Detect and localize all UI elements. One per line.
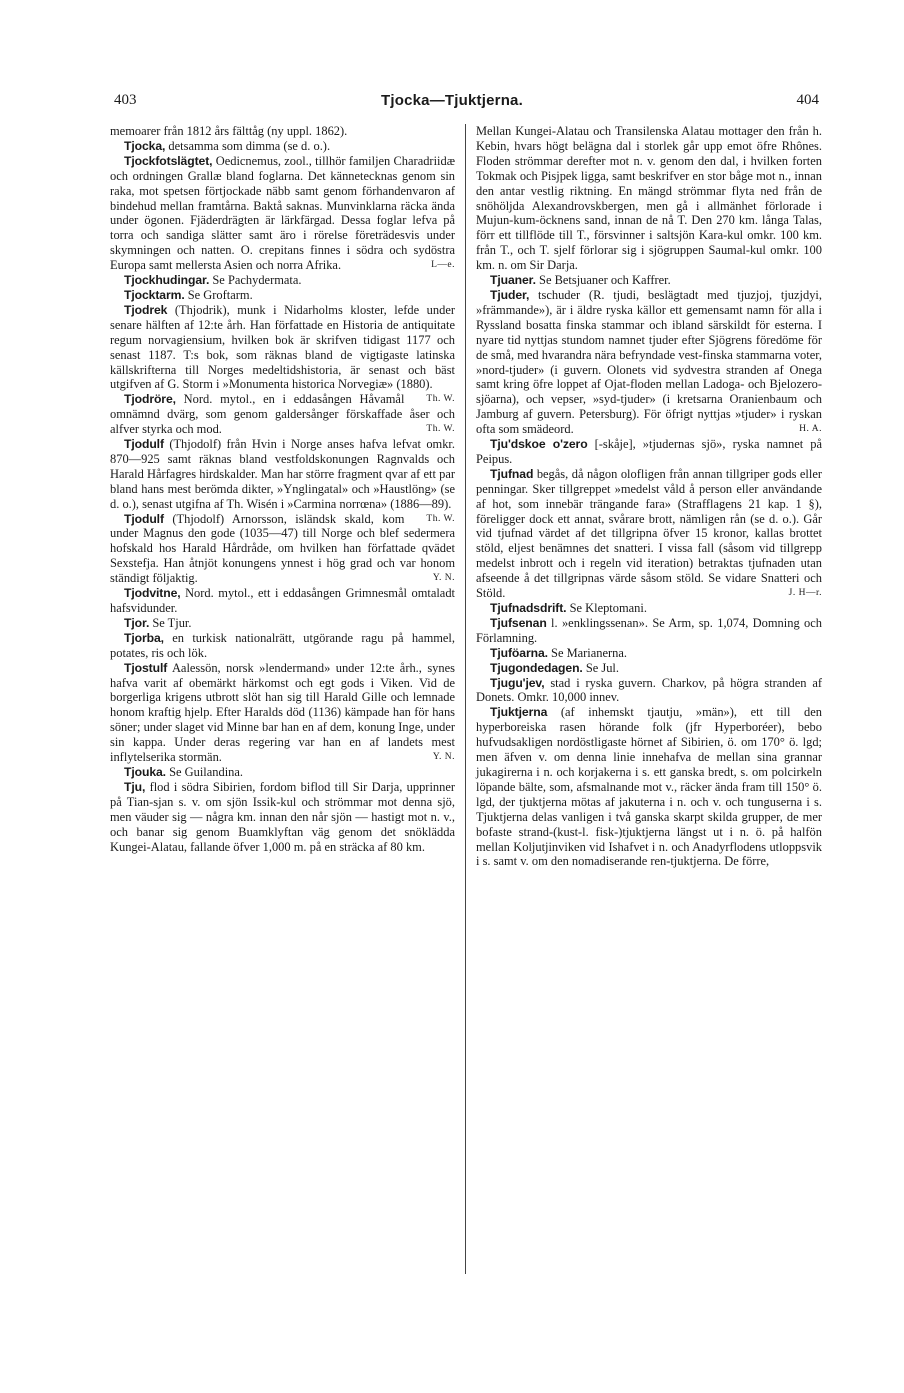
author-signature: L—e. xyxy=(431,260,455,271)
author-signature: J. H—r. xyxy=(788,588,822,599)
entry-paragraph xyxy=(110,661,455,765)
entry-paragraph xyxy=(110,512,455,587)
entry-headword: Tjor. xyxy=(124,615,150,630)
entry-paragraph xyxy=(110,124,455,139)
entry-headword: Tjugondedagen. xyxy=(490,660,583,675)
entry-text: detsamma som dimma (se d. o.). xyxy=(168,138,331,153)
entry-paragraph xyxy=(476,616,822,646)
entry-text: Se Pachydermata. xyxy=(212,273,302,288)
entry-paragraph xyxy=(110,616,455,631)
entry-text: (Thjodolf) från Hvin i Norge anses hafva lefvat omkr. 870—925 samt räknas bland vestfoldskonungen Ragnvalds och Harald Hårfagres hirdskalder. Man har större fragment qvar af ett par bland hans mest berömda dikter, »Ynglingatal» och »Haustlöng» (se d. o.), senast utgifna af Th. Wisén i »Carmina norrœna» (1886—89). xyxy=(110,437,455,511)
entry-text: stad i ryska guvern. Charkov, på högra stranden af Donets. Omkr. 10,000 innev. xyxy=(476,675,822,705)
entry-paragraph xyxy=(476,646,822,661)
entry-headword: Tjugu'jev, xyxy=(490,675,545,690)
entry-text: flod i södra Sibirien, fordom biflod till Sir Darja, upprinner på Tian-sjan s. v. om sjön Issik-kul och strömmar mot denna sjö, men väuder sig — några km. innan den når sjön — hastigt mot n. v., och banar sig genom Buamklyftan väg genom det snöklädda Kungei-Alatau, fallande öfver 1,000 m. på en sträcka af 80 km. xyxy=(110,779,455,854)
entry-text: Nord. mytol., ett i eddasången Grimnesmål omtaladt hafsvidunder. xyxy=(110,586,455,615)
entry-headword: Tjuktjerna xyxy=(490,705,548,720)
entry-headword: Tjuföarna. xyxy=(490,645,548,660)
page-title: Tjocka—Tjuktjerna. xyxy=(381,92,523,109)
author-signature: Th. W. xyxy=(426,394,455,405)
entry-paragraph xyxy=(110,154,455,273)
entry-text: Mellan Kungei-Alatau och Transilenska Alatau mottager den från h. Kebin, hvars högt belägna dal i storlek går upp emot öfre Rhônes. Floden strömmar derefter mot n. v. genom den dal, i hvilken forten Tokmak och Pisjpek ligga, samt beskrifver en stor båge mot n., innan den antar vestlig riktning. En mängd strömmar flyta ned från de snöhöljda Alexandrovskbergen, men gå i allmänhet förlorade i Mujun-kum-öcknens sand, innan de nå T. Den 270 km. långa Talas, förr ett tillflöde till T., försvinner i saltsjön Kara-kul omkr. 100 km. från T., och T. sjelf förlorar sig i sjögruppen Saumal-kul omkr. 100 km. n. om Sir Darja. xyxy=(476,124,822,273)
author-signature: Th. W. xyxy=(426,513,455,524)
entry-paragraph xyxy=(476,288,822,437)
entry-text: Se Tjur. xyxy=(152,615,192,630)
entry-headword: Tjockfotslägtet, xyxy=(124,153,213,168)
entry-text: [-skåje], »tjudernas sjö», ryska namnet på Peipus. xyxy=(476,437,822,466)
entry-headword: Tjocktarm. xyxy=(124,287,185,302)
column-divider xyxy=(465,124,466,1274)
entry-text: (Thjodrik), munk i Nidarholms kloster, lefde under senare hälften af 12:te årh. Han författade en Historia de antiquitate regum norvagiensium, hvilken bok är skrifven tidigast 1177 och senast 1187. T:s bok, som räknas bland de vigtigaste latinska källskrifterna till Norges medeltidshistoria, är senast och bäst utgifven af G. Storm i »Monumenta historica Norvegiæ» (1880). xyxy=(110,302,455,392)
entry-headword: Tjorba, xyxy=(124,630,164,645)
entry-headword: Tjuaner. xyxy=(490,273,536,288)
author-signature: H. A. xyxy=(799,424,822,435)
entry-headword: Tjouka. xyxy=(124,764,166,779)
entry-text: l. »enklingssenan». Se Arm, sp. 1,074, Domning och Förlamning. xyxy=(476,615,822,645)
entry-text: memoarer från 1812 års fälttåg (ny uppl. 1862). xyxy=(110,124,348,138)
author-signature: Y. N. xyxy=(432,752,455,763)
right-page-number: 404 xyxy=(796,92,819,108)
author-signature: Th. W. xyxy=(426,424,455,435)
right-column xyxy=(476,124,822,869)
entry-headword: Tjockhudingar. xyxy=(124,273,210,288)
entry-text: Se Betsjuaner och Kaffrer. xyxy=(539,273,671,288)
entry-headword: Tjufsenan xyxy=(490,615,547,630)
entry-paragraph xyxy=(476,124,822,273)
entry-paragraph xyxy=(476,676,822,706)
entry-text: Se Kleptomani. xyxy=(569,601,647,615)
entry-text: Oedicnemus, zool., tillhör familjen Charadriidæ och ordningen Grallæ bland foglarna. Det kännetecknas genom sin raka, mot spetsen förtjockade näbb samt genom förhandenvaron af bindehud mellan framtårna. Baktå saknas. Munvinklarna räcka ända under ögonen. Fjäderdrägten är lärkfärgad. Dessa foglar lefva på torra och sandiga slätter samt äro i rörelse företrädesvis under skymningen och natten. O. crepitans finnes i södra och sydöstra Europa samt mellersta Asien och norra Afrika. xyxy=(110,153,455,273)
entry-paragraph xyxy=(476,661,822,676)
entry-headword: Tjodvitne, xyxy=(124,586,181,601)
entry-paragraph xyxy=(476,273,822,288)
entry-headword: Tju'dskoe o'zero xyxy=(490,437,588,452)
entry-text: Aalessön, norsk »lendermand» under 12:te årh., synes hafva varit af obemärkt härkomst och egt gods i Viken. Vid de borgerliga krigens utbrott slöt han sig till Harald Gille och lemnade honom kraftig hjelp. Efter Haralds död (1136) kämpade han för hans söner; under slaget vid Minne bar han en af dem, konung Inge, under sin kappa. Under deras regering var han en af landets mest inflytelserika stormän. xyxy=(110,660,455,765)
entry-paragraph xyxy=(110,765,455,780)
entry-headword: Tjufnad xyxy=(490,466,534,481)
left-page-number: 403 xyxy=(114,92,137,108)
entry-text: begås, då någon olofligen från annan tillgriper gods eller penningar. Sker tillgreppet »medelst våld å person eller användande af hot, som innebär trängande fara» (Strafflagens 21 kap. 1 §), föreligger dock ett annat, svårare brott, nämligen rån (se d. o.). Går vid tjufnad värdet af det tillgripna öfver 15 kronor, kallas brottet stöld, eljest benämnes det snatteri. I vissa fall (såsom vid tillgrepp medelst inbrott och i regeln vid iteration) betraktas tjufnaden utan afseende å det tillgripnas värde såsom stöld. Se vidare Snatteri och Stöld. xyxy=(476,466,823,601)
entry-text: Nord. mytol., en i eddasången Håvamål omnämnd dvärg, som genom galdersånger förskaffade åser och alfver styrka och mod. xyxy=(110,392,455,437)
entry-headword: Tjodrek xyxy=(124,302,168,317)
entry-text: tschuder (R. tjudi, beslägtadt med tjuzjoj, tjuzjdyi, »främmande»), är i äldre ryska källor ett gemensamt namn för alla i Ryssland bosatta finska stammar och ibland särskildt för esterna. I nyare tid nyttjas stundom namnet tjuder efter Sjögrens föredöme för de små, med hvarandra nära befryndade vest-finska stammarna voter, »nord-tjuder» (i guvern. Olonets vid sydvestra stranden af Onega samt kring öfre loppet af Ojat-floden mellan Ladoga- och Bjelozero-sjöarna), och vepser, »syd-tjuder» (i kretsarna Oranienbaum och Jamburg af guvern. Petersburg). För öfrigt nyttjas »tjuder» i ryskan ofta som smädeord. xyxy=(476,287,823,437)
entry-headword: Tjocka, xyxy=(124,138,166,153)
entry-text: (af inhemskt tjautju, »män»), ett till den hyperboreiska rasen hörande folk (jfr Hyperboréer), bebo hufvudsakligen nordöstligaste hörnet af Sibirien, ö. om 170° ö. lgd; men äfven v. om denna linie innehafva de mellan sina grannar jukagirerna i n. och korjakerna i s. ett ganska bredt, s. om polcirkeln löpande bälte, som, afsmalnande mot v., räcker ända fram till 150° ö. lgd, der tjuktjerna mötas af jakuterna i n. och v. och tunguserna i s. Tjuktjerna delas vanligen i två ganska skarpt skilda grupper, de mer bofaste strand-(kust-l. fisk-)tjuktjerna längst ut i n. ö. på halfön mellan Koljutjinviken vid Ishafvet i n. och Anadyrflodens utloppsvik i s. samt v. om den nomadiserande ren-tjuktjerna. De förre, xyxy=(476,705,823,869)
entry-paragraph xyxy=(110,288,455,303)
page-header xyxy=(0,92,904,112)
entry-headword: Tjodulf xyxy=(124,511,164,526)
entry-headword: Tjuder, xyxy=(490,287,530,302)
entry-paragraph xyxy=(110,631,455,661)
entry-paragraph xyxy=(476,705,822,869)
entry-paragraph xyxy=(110,586,455,616)
entry-text: en turkisk nationalrätt, utgörande ragu på hammel, potates, ris och lök. xyxy=(110,630,455,660)
entry-paragraph xyxy=(110,780,455,855)
entry-headword: Tjodulf xyxy=(124,437,164,452)
entry-headword: Tjufnadsdrift. xyxy=(490,601,567,615)
entry-paragraph xyxy=(110,139,455,154)
entry-text: Se Guilandina. xyxy=(169,764,243,779)
entry-text: (Thjodolf) Arnorsson, isländsk skald, kom under Magnus den gode (1035—47) till Norge och blef sedermera hofskald hos Harald Hårdråde, om hvilken han författade qvädet Sexstefja. Han åtnjöt konungens ynnest i hög grad och var honom ständigt följaktig. xyxy=(110,511,455,586)
entry-paragraph xyxy=(110,392,455,437)
entry-headword: Tju, xyxy=(124,779,146,794)
entry-paragraph xyxy=(476,467,822,601)
entry-headword: Tjostulf xyxy=(124,660,168,675)
entry-paragraph xyxy=(110,273,455,288)
entry-text: Se Groftarm. xyxy=(187,287,253,302)
entry-headword: Tjodröre, xyxy=(124,392,176,407)
entry-paragraph xyxy=(110,437,455,524)
author-signature: Y. N. xyxy=(432,573,455,584)
left-column xyxy=(110,124,455,854)
entry-paragraph xyxy=(476,437,822,467)
entry-paragraph xyxy=(476,601,822,616)
entry-text: Se Jul. xyxy=(585,660,619,675)
entry-text: Se Marianerna. xyxy=(551,645,628,660)
